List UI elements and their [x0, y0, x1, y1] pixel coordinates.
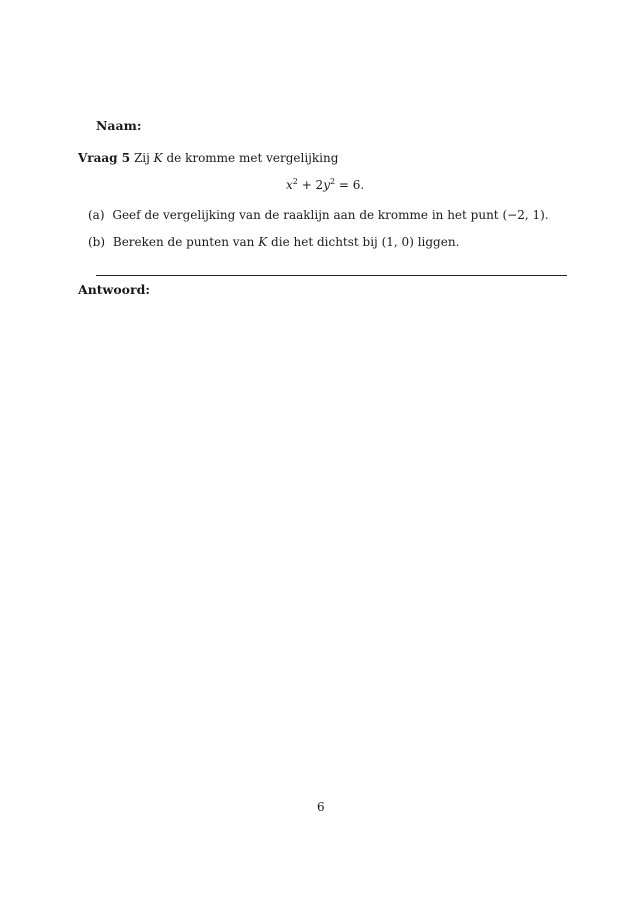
part-b-point: (1, 0) [381, 235, 414, 249]
name-label: Naam: [96, 118, 142, 133]
part-b-text-after: liggen. [417, 235, 460, 249]
question-intro [78, 151, 338, 165]
part-b-text-middle: die het dichtst bij [271, 235, 378, 249]
page-number: 6 [317, 800, 325, 814]
part-a-end: . [544, 208, 549, 222]
part-b [88, 235, 459, 249]
question-label: Vraag 5 [78, 151, 131, 165]
curve-equation [286, 178, 364, 192]
separator-line [96, 275, 567, 276]
equation-y-term: y [323, 178, 330, 192]
equation-rhs: = 6. [335, 178, 365, 192]
equation-x-exponent: 2 [292, 177, 298, 186]
equation-y-exponent: 2 [329, 177, 336, 186]
answer-label: Antwoord: [78, 282, 150, 297]
part-a-label: (a) [88, 208, 105, 222]
question-intro-after: de kromme met vergelijking [166, 151, 339, 165]
part-a [88, 208, 549, 222]
equation-plus: + 2 [297, 178, 324, 192]
curve-symbol: K [153, 151, 163, 165]
part-b-text-before: Bereken de punten van [112, 235, 255, 249]
question-intro-before: Zij [133, 151, 150, 165]
equation-x-term: x [286, 178, 293, 192]
part-a-point: (−2, 1) [502, 208, 545, 222]
part-b-curve-symbol: K [258, 235, 268, 249]
part-a-text: Geef de vergelijking van de raaklijn aan de kromme in het punt [112, 208, 499, 222]
part-b-label: (b) [88, 235, 106, 249]
